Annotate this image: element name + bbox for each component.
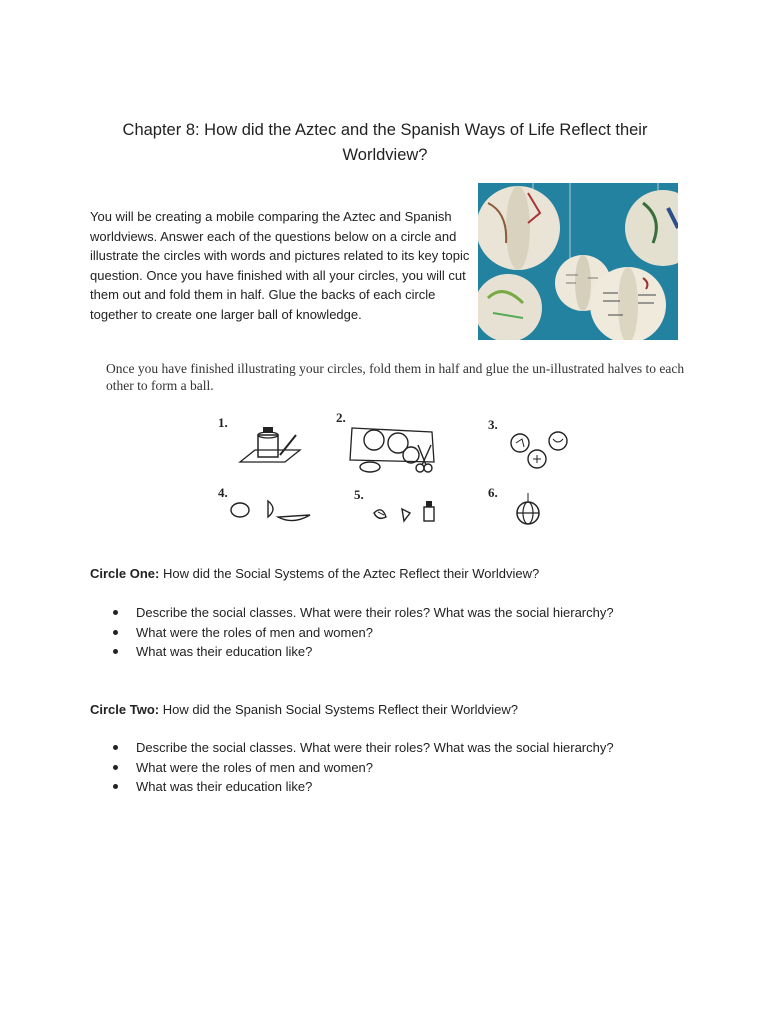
step-5 — [354, 487, 474, 547]
circle-two-questions — [90, 738, 710, 797]
step-3 — [488, 417, 608, 477]
glue-and-brush-icon — [218, 415, 338, 475]
folding-instructions: Once you have finished illustrating your circles, fold them in half and glue the un-illustrated halves to each other to form a ball. — [106, 361, 685, 393]
circle-one-heading — [90, 565, 710, 583]
step-number: 2. — [336, 410, 346, 425]
step-number: 3. — [488, 417, 498, 432]
intro-paragraph: You will be creating a mobile comparing the Aztec and Spanish worldviews. Answer each of the questions below on a circle and illustrate the circles with words and pictures related to its key topic question. Once you have finished with all your circles, you will cut them out and fold them in half. Glue the backs of each circle together to create one larger ball of knowledge. — [90, 209, 470, 322]
list-item: What was their education like? — [90, 642, 710, 662]
circle-one-questions — [90, 603, 710, 662]
step-2 — [336, 410, 476, 470]
step-4 — [218, 485, 338, 545]
step-number: 5. — [354, 487, 364, 502]
circle-label: Circle Two: — [90, 702, 160, 717]
list-item: What were the roles of men and women? — [90, 758, 710, 778]
cut-circles-icon — [336, 410, 476, 475]
circle-label: Circle One: — [90, 566, 160, 581]
circle-two-heading — [90, 701, 710, 719]
step-1 — [218, 415, 338, 475]
step-6 — [488, 485, 608, 545]
fold-circle-icon — [218, 485, 338, 545]
list-item: What was their education like? — [90, 777, 710, 797]
folded-halves-glue-icon — [354, 487, 474, 547]
list-item: What were the roles of men and women? — [90, 623, 710, 643]
mobile-photo — [478, 183, 678, 340]
step-number: 6. — [488, 485, 498, 500]
list-item: Describe the social classes. What were their roles? What was the social hierarchy? — [90, 603, 710, 623]
finished-ball-icon — [488, 485, 608, 545]
step-number: 4. — [218, 485, 228, 500]
paper-ball-mobile-icon — [478, 183, 678, 340]
folding-steps-diagram — [210, 405, 590, 540]
step-number: 1. — [218, 415, 228, 430]
illustrated-circles-icon — [488, 417, 608, 477]
circle-question: How did the Spanish Social Systems Reflect their Worldview? — [162, 702, 518, 717]
page-title: Chapter 8: How did the Aztec and the Spanish Ways of Life Reflect their Worldview? — [122, 121, 648, 164]
list-item: Describe the social classes. What were their roles? What was the social hierarchy? — [90, 738, 710, 758]
circle-question: How did the Social Systems of the Aztec Reflect their Worldview? — [162, 566, 540, 581]
